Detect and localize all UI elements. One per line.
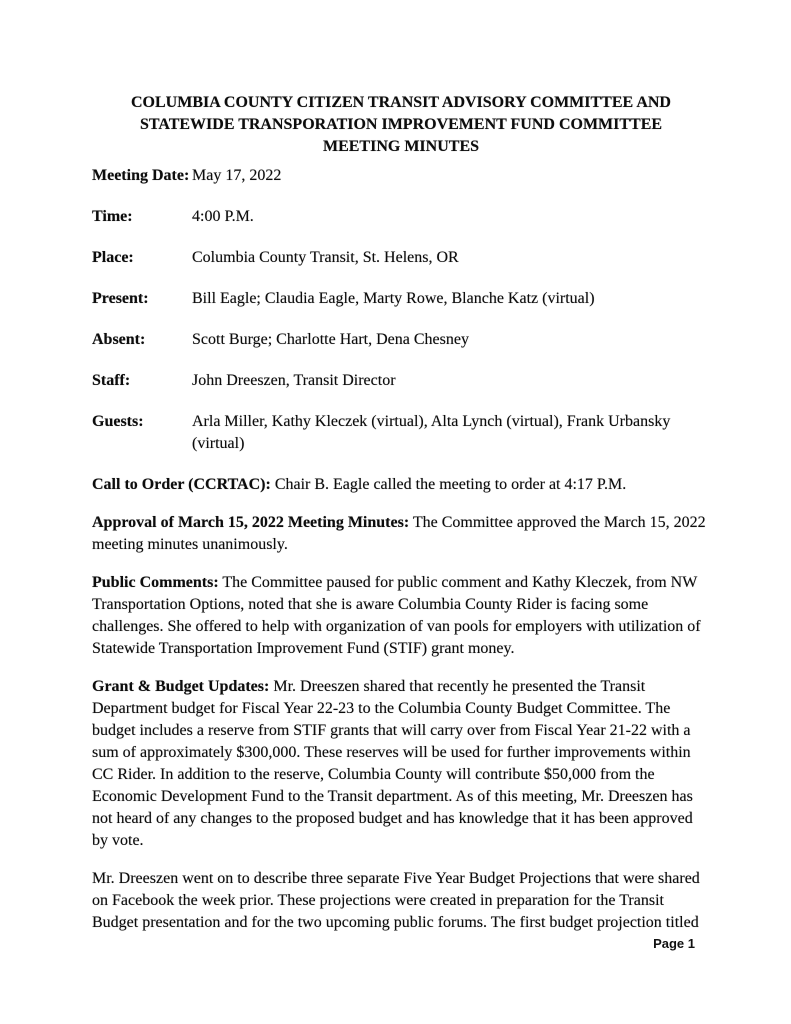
document-content — [92, 92, 710, 934]
paragraph-lead: Grant & Budget Updates: — [92, 678, 270, 695]
meta-value: Arla Miller, Kathy Kleczek (virtual), Alta Lynch (virtual), Frank Urbansky (virtual) — [192, 413, 671, 452]
meta-row-place — [92, 247, 710, 269]
meta-row-present — [92, 288, 710, 310]
meta-row-time — [92, 206, 710, 228]
paragraph-text: Chair B. Eagle called the meeting to order at 4:17 P.M. — [270, 476, 627, 493]
title-line-3: MEETING MINUTES — [322, 138, 480, 155]
meta-row-meeting-date — [92, 165, 710, 187]
document-title — [92, 92, 710, 158]
paragraph-text: Mr. Dreeszen went on to describe three separate Five Year Budget Projections that were shared on Facebook the week prior. These projections were created in preparation for the Transit Budget presentation and for the two upcoming public forums. The first budget projection titled — [92, 870, 700, 931]
paragraph-lead: Approval of March 15, 2022 Meeting Minutes: — [92, 514, 410, 531]
paragraph-text: The Committee approved the March 15, 2022 meeting minutes unanimously. — [92, 514, 706, 553]
meta-value: Scott Burge; Charlotte Hart, Dena Chesney — [192, 331, 469, 348]
paragraph-lead: Call to Order (CCRTAC): — [92, 476, 271, 493]
document-body — [92, 474, 710, 934]
meta-label: Guests: — [92, 413, 144, 430]
meta-value: 4:00 P.M. — [192, 208, 254, 225]
meta-value: John Dreeszen, Transit Director — [192, 372, 396, 389]
title-line-2: STATEWIDE TRANSPORATION IMPROVEMENT FUND COMMITTEE — [139, 116, 663, 133]
meta-label: Time: — [92, 208, 133, 225]
paragraph-call-to-order — [92, 474, 710, 496]
meta-label: Present: — [92, 290, 149, 307]
paragraph-text: Mr. Dreeszen shared that recently he presented the Transit Department budget for Fiscal Year 22-23 to the Columbia County Budget Committee. The budget includes a reserve from STIF grants that will carry over from Fiscal Year 21-22 with a sum of approximately $300,000. These reserves will be used for further improvements within CC Rider. In addition to the reserve, Columbia County will contribute $50,000 from the Economic Development Fund to the Transit department. As of this meeting, Mr. Dreeszen has not heard of any changes to the proposed budget and has knowledge that it has been approved by vote. — [92, 678, 693, 849]
meta-row-staff — [92, 370, 710, 392]
page-number: Page 1 — [653, 936, 695, 951]
meta-value: May 17, 2022 — [192, 167, 282, 184]
paragraph-budget-projections — [92, 868, 710, 934]
paragraph-text: The Committee paused for public comment and Kathy Kleczek, from NW Transportation Options, noted that she is aware Columbia County Rider is facing some challenges. She offered to help with organization of van pools for employers with utilization of Statewide Transportation Improvement Fund (STIF) grant money. — [92, 574, 701, 657]
title-line-1: COLUMBIA COUNTY CITIZEN TRANSIT ADVISORY COMMITTEE AND — [131, 94, 671, 111]
meta-value: Columbia County Transit, St. Helens, OR — [192, 249, 459, 266]
meta-value: Bill Eagle; Claudia Eagle, Marty Rowe, Blanche Katz (virtual) — [192, 290, 595, 307]
paragraph-approval-minutes — [92, 512, 710, 556]
meta-row-absent — [92, 329, 710, 351]
meta-label: Absent: — [92, 331, 146, 348]
meta-row-guests — [92, 411, 710, 455]
paragraph-public-comments — [92, 572, 710, 660]
meta-label: Meeting Date: — [92, 167, 190, 184]
meta-label: Place: — [92, 249, 134, 266]
paragraph-lead: Public Comments: — [92, 574, 219, 591]
paragraph-grant-budget-updates — [92, 676, 710, 852]
meta-label: Staff: — [92, 372, 131, 389]
meeting-meta — [92, 165, 710, 455]
